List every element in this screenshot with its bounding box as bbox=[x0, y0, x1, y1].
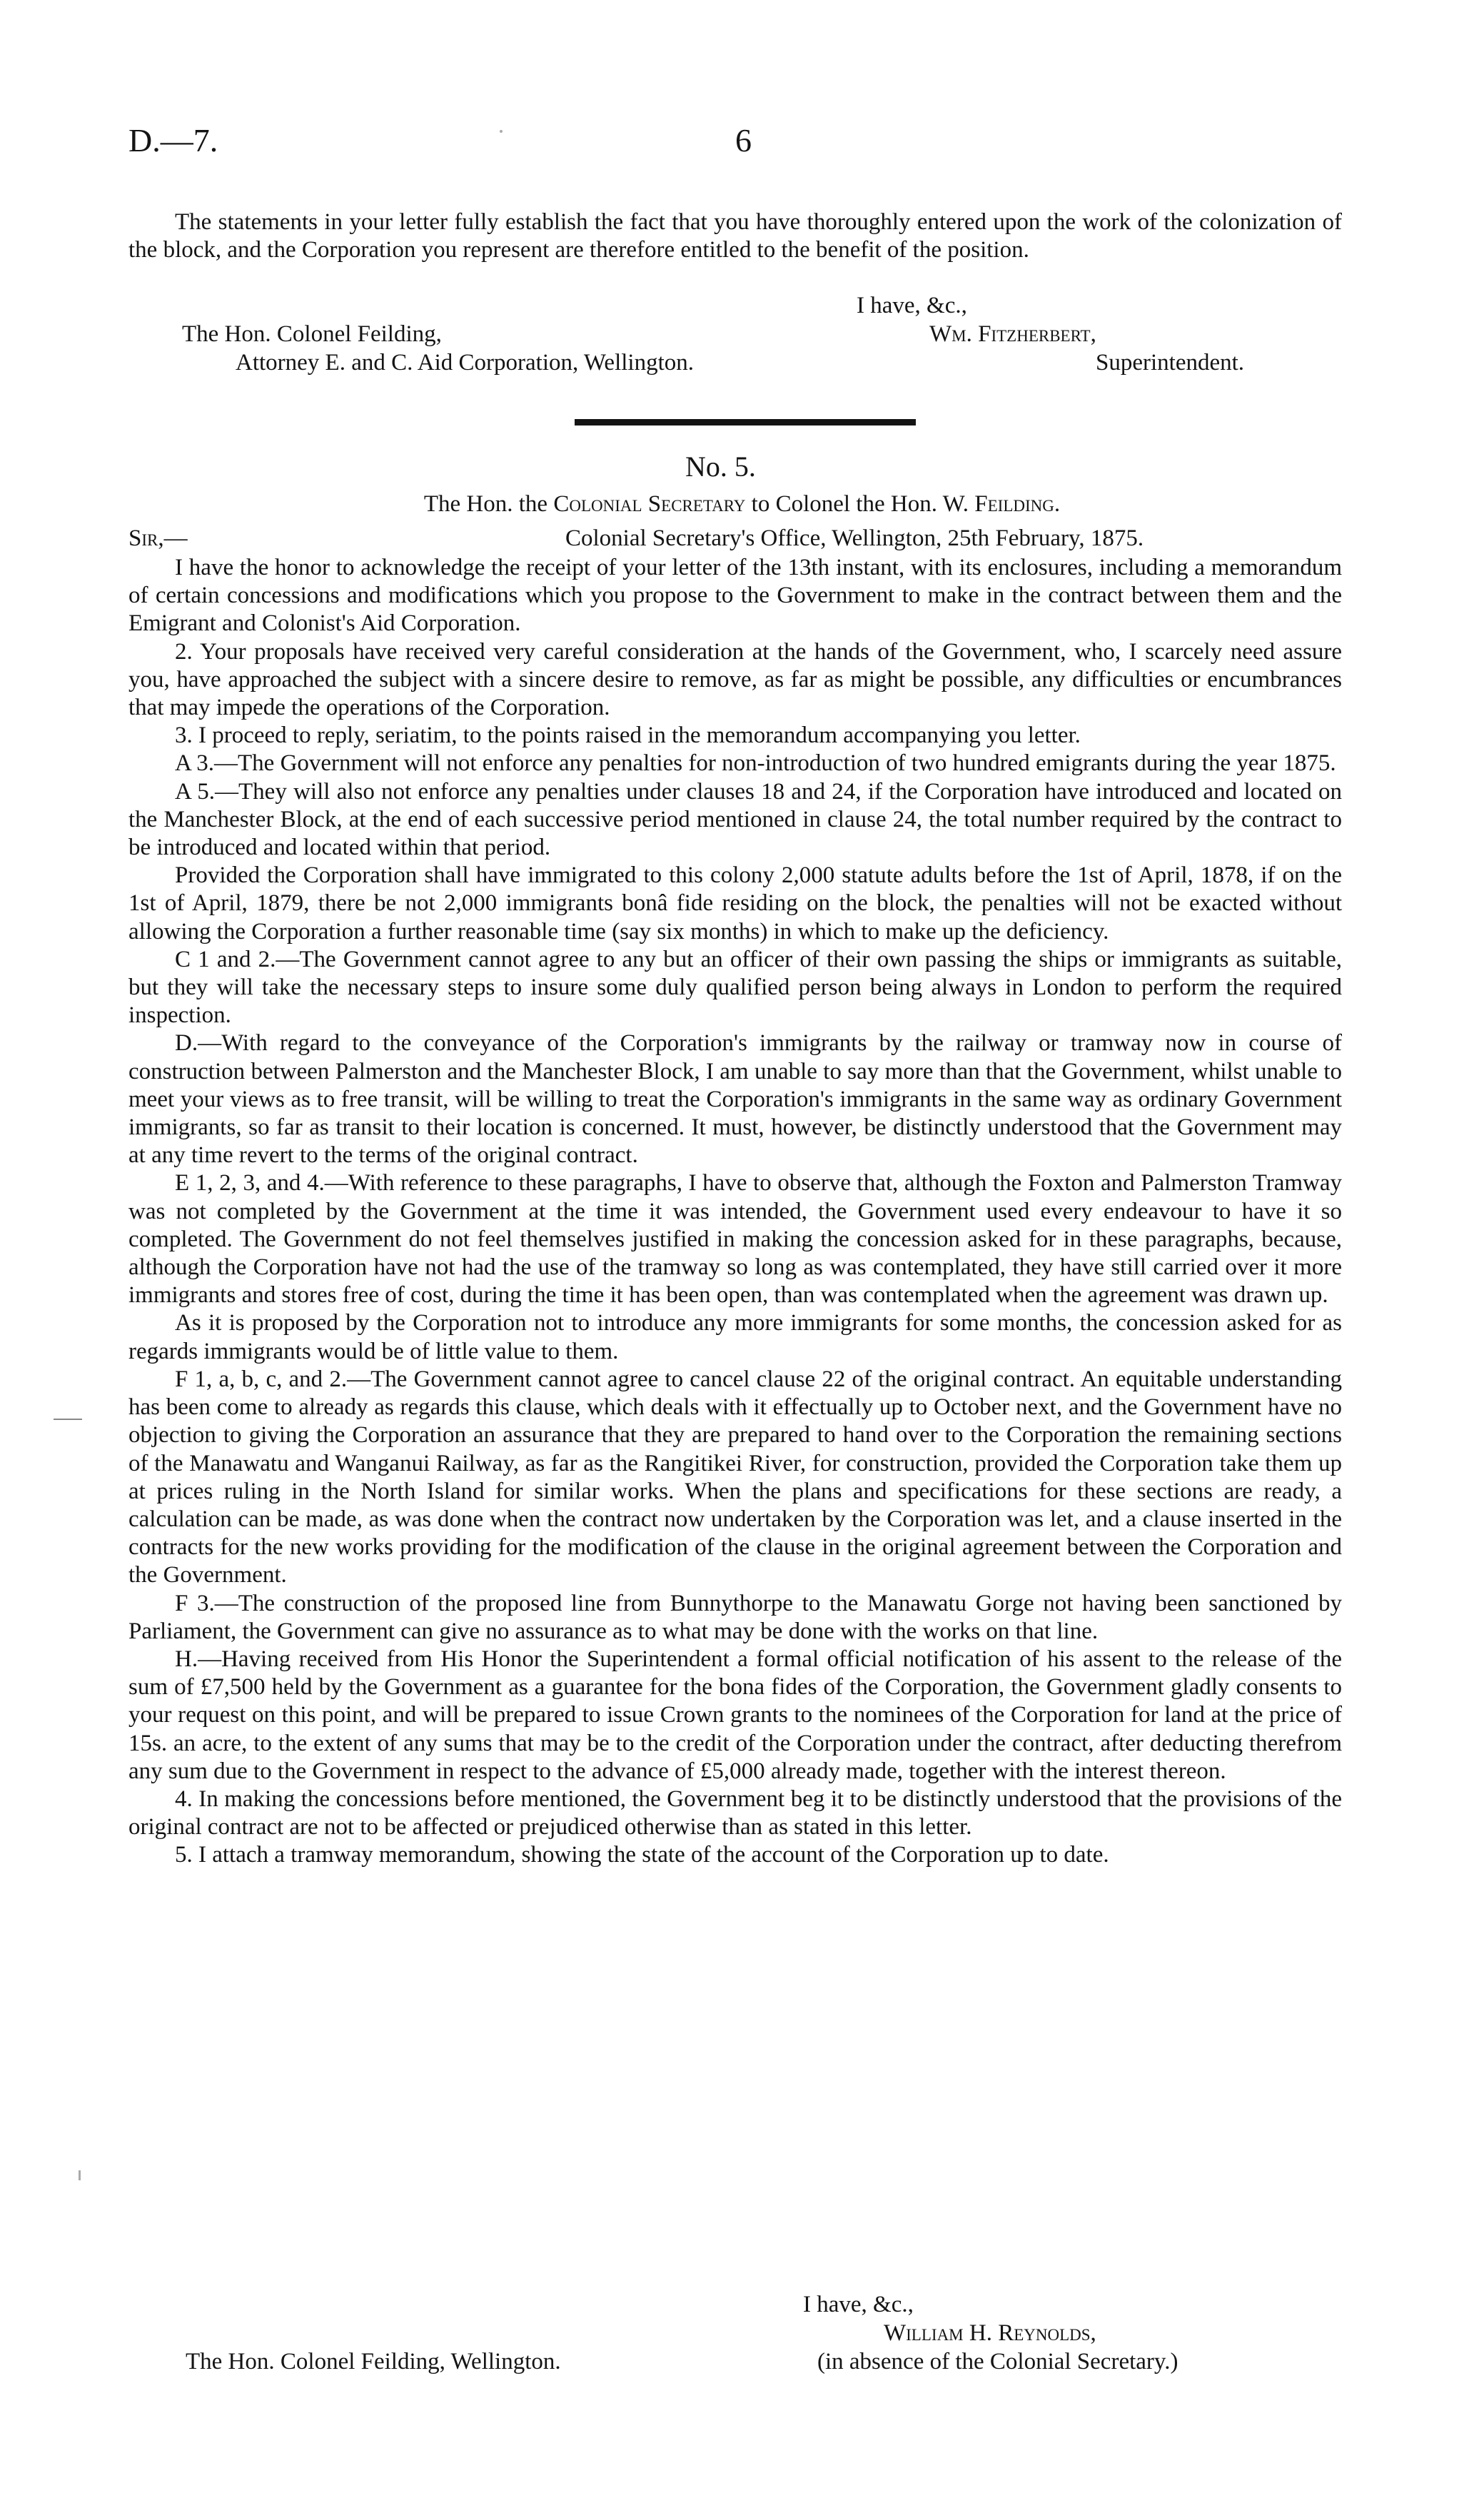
paragraph-f1: F 1, a, b, c, and 2.—The Government cannot agree to cancel clause 22 of the original contract. An equitable understanding has been come to already as regards this clause, which deals with it effectually up to October next, and the Government have no objection to giving the Corporation an assurance that they are prepared to hand over to the Corporation the remaining sections of the Manawatu and Wanganui Railway, as far as the Rangitikei River, for construction, provided the Corporation take them up at prices ruling in the North Island for similar works. When the plans and specifications for these sections are ready, a calculation can be made, as was done when the contract now undertaken by the Corporation was let, and a clause inserted in the contracts for the new works providing for the modification of the clause in the original agreement between the Corporation and the Government. bbox=[128, 1366, 1342, 1588]
document-code: D.—7. bbox=[128, 122, 218, 158]
paragraph-h: H.—Having received from His Honor the Superintendent a formal official notification of his assent to the release of the sum of £7,500 held by the Government as a guarantee for the bona fides of the Corporation, the Government gladly consents to your request on this point, and will be prepared to issue Crown grants to the nominees of the Corporation for land at the price of 15s. an acre, to the extent of any sums that may be to the credit of the Corporation under the contract, after deducting therefrom any sum due to the Government in respect to the advance of £5,000 already made, together with the interest thereon. bbox=[128, 1646, 1342, 1784]
specks bbox=[500, 130, 503, 133]
paragraph-f3: F 3.—The construction of the proposed line from Bunnythorpe to the Manawatu Gorge not having been sanctioned by Parliament, the Government can give no assurance as to what may be done with the works on that line. bbox=[128, 1590, 1342, 1644]
intro-addressee-line1: The Hon. Colonel Feilding, bbox=[182, 321, 442, 347]
section-divider bbox=[575, 419, 916, 425]
letter-signatory-note: (in absence of the Colonial Secretary.) bbox=[817, 2349, 1178, 2374]
paragraph-e: E 1, 2, 3, and 4.—With reference to these paragraphs, I have to observe that, although the Foxton and Palmerston Tramway was not completed by the Government at the time it was intended, the Government used every endeavour to have it so completed. The Government do not feel themselves justified in making the concession asked for in these paragraphs, because, although the Corporation have not had the use of the tramway so long as was contemplated, they have still carried over it more immigrants and stores free of cost, during the time it has been open, than was contemplated when the agreement was drawn up. bbox=[128, 1170, 1342, 1309]
intro-signatory-title: Superintendent. bbox=[1096, 350, 1245, 376]
subtitle-recipient: Feilding. bbox=[974, 491, 1061, 517]
paragraph-4: 4. In making the concessions before mentioned, the Government beg it to be distinctly understood that the provisions of the original contract are not to be affected or prejudiced otherwise than as stated in this letter. bbox=[128, 1786, 1342, 1840]
paragraph-a3: A 3.—The Government will not enforce any penalties for non-introduction of two hundred emigrants during the year 1875. bbox=[175, 750, 1336, 777]
salutation: Sir,— bbox=[128, 525, 188, 551]
intro-addressee-line2: Attorney E. and C. Aid Corporation, Wellington. bbox=[236, 350, 695, 376]
page-number: 6 bbox=[735, 122, 752, 158]
paragraph-2: 2. Your proposals have received very careful consideration at the hands of the Government, who, I scarcely need assure you, have approached the subject with a sincere desire to remove, as far as might be possible, any difficulties or encumbrances that may impede the operations of the Corporation. bbox=[128, 638, 1342, 721]
margin-mark bbox=[54, 1419, 82, 1420]
paragraph-1: I have the honor to acknowledge the receipt of your letter of the 13th instant, with its enclosures, including a memorandum of certain concessions and modifications which you propose to the Government to make in the contract between them and the Emigrant and Colonist's Aid Corporation. bbox=[128, 555, 1342, 637]
letter-addressee: The Hon. Colonel Feilding, Wellington. bbox=[186, 2349, 561, 2374]
letter-body bbox=[128, 554, 1342, 1870]
paragraph-5: 5. I attach a tramway memorandum, showing the state of the account of the Corporation up to date. bbox=[175, 1842, 1109, 1868]
subtitle-sender: Colonial Secretary bbox=[553, 491, 746, 517]
paragraph-as-it-is: As it is proposed by the Corporation not to introduce any more immigrants for some months, the concession asked for as regards immigrants would be of little value to them. bbox=[128, 1310, 1342, 1364]
paragraph-d: D.—With regard to the conveyance of the Corporation's immigrants by the railway or tramway now in course of construction between Palmerston and the Manchester Block, I am unable to say more than that the Government, whilst unable to meet your views as to free transit, will be willing to treat the Corporation's immigrants in the same way as ordinary Government immigrants, so far as transit to their location is concerned. It must, however, be distinctly understood that the Government may at any time revert to the terms of the original contract. bbox=[128, 1030, 1342, 1169]
intro-paragraph: The statements in your letter fully establish the fact that you have thoroughly entered upon the work of the colonization of the block, and the Corporation you represent are therefore entitled to the benefit of the position. bbox=[128, 209, 1342, 263]
letter-signatory-name: William H. Reynolds, bbox=[884, 2320, 1096, 2346]
letter-closing: I have, &c., bbox=[803, 2292, 914, 2317]
paragraph-3: 3. I proceed to reply, seriatim, to the points raised in the memorandum accompanying you letter. bbox=[175, 722, 1081, 749]
margin-mark bbox=[79, 2170, 81, 2180]
letter-number: No. 5. bbox=[685, 450, 756, 483]
dateline: Colonial Secretary's Office, Wellington, 25th February, 1875. bbox=[565, 525, 1144, 551]
intro-block bbox=[128, 208, 1342, 264]
letter-subtitle bbox=[0, 491, 1484, 518]
subtitle-mid: to Colonel the Hon. W. bbox=[751, 491, 969, 517]
subtitle-pre: The Hon. the bbox=[423, 491, 548, 517]
intro-closing: I have, &c., bbox=[857, 293, 967, 318]
intro-signatory-name: Wm. Fitzherbert, bbox=[929, 321, 1096, 347]
paragraph-provided: Provided the Corporation shall have immigrated to this colony 2,000 statute adults before the 1st of April, 1878, if on the 1st of April, 1879, there be not 2,000 immigrants bonâ fide residing on the block, the penalties will not be exacted without allowing the Corporation a further reasonable time (say six months) in which to make up the deficiency. bbox=[128, 862, 1342, 945]
paragraph-c: C 1 and 2.—The Government cannot agree to any but an officer of their own passing the ships or immigrants as suitable, but they will take the necessary steps to insure some duly qualified person being always in London to perform the required inspection. bbox=[128, 946, 1342, 1029]
paragraph-a5: A 5.—They will also not enforce any penalties under clauses 18 and 24, if the Corporation have introduced and located on the Manchester Block, at the end of each successive period mentioned in clause 24, the total number required by the contract to be introduced and located within that period. bbox=[128, 778, 1342, 861]
